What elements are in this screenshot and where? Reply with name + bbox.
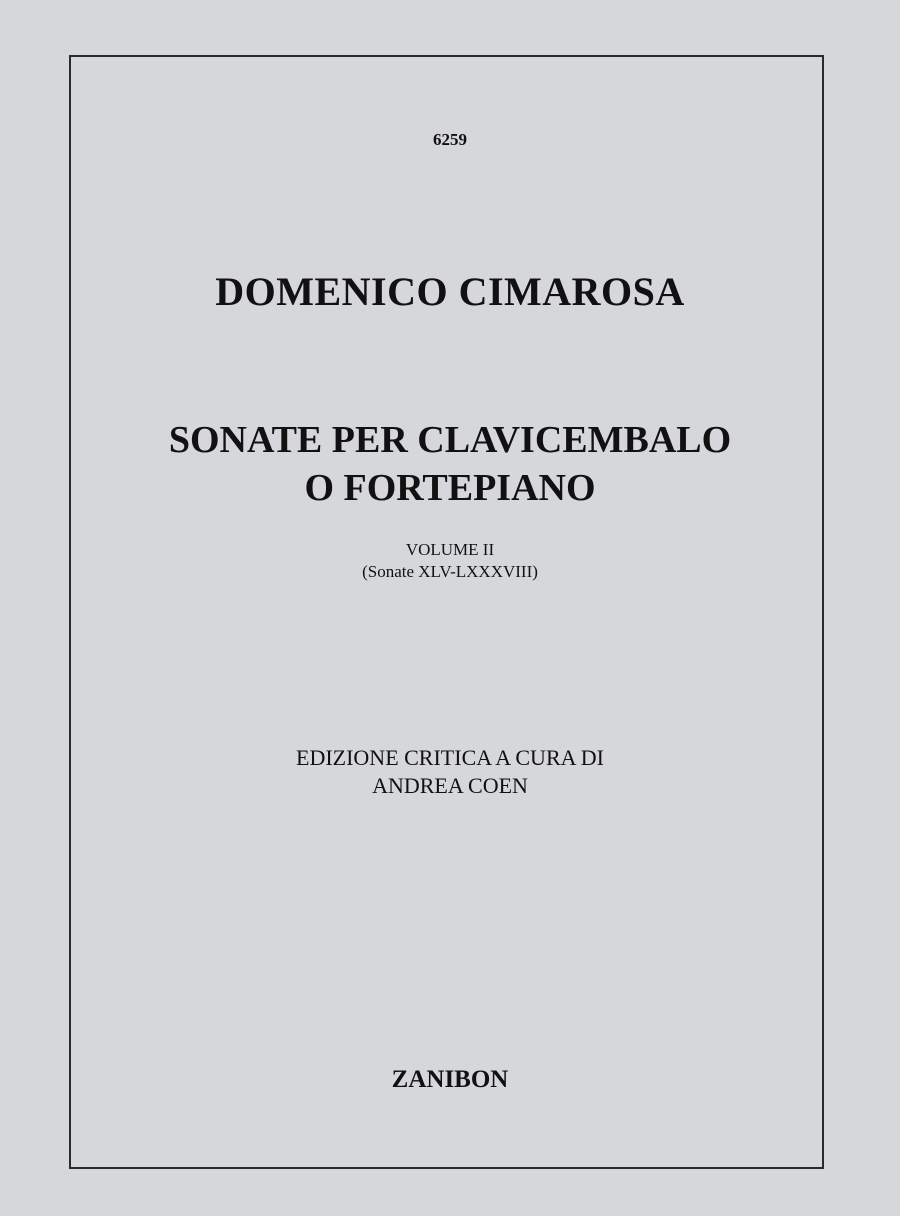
title-line-1: SONATE PER CLAVICEMBALO — [168, 419, 732, 461]
title-line-2: O FORTEPIANO — [304, 467, 596, 509]
volume-label: VOLUME II — [405, 540, 495, 559]
catalog-number: 6259 — [433, 130, 467, 149]
composer-name: DOMENICO CIMAROSA — [215, 269, 685, 314]
edition-line-1: EDIZIONE CRITICA A CURA DI — [296, 745, 604, 770]
cover-border-frame — [69, 55, 824, 1169]
publisher-name: ZANIBON — [391, 1066, 509, 1093]
sonata-range: (Sonate XLV-LXXXVIII) — [362, 562, 538, 581]
editor-name: ANDREA COEN — [372, 773, 528, 798]
